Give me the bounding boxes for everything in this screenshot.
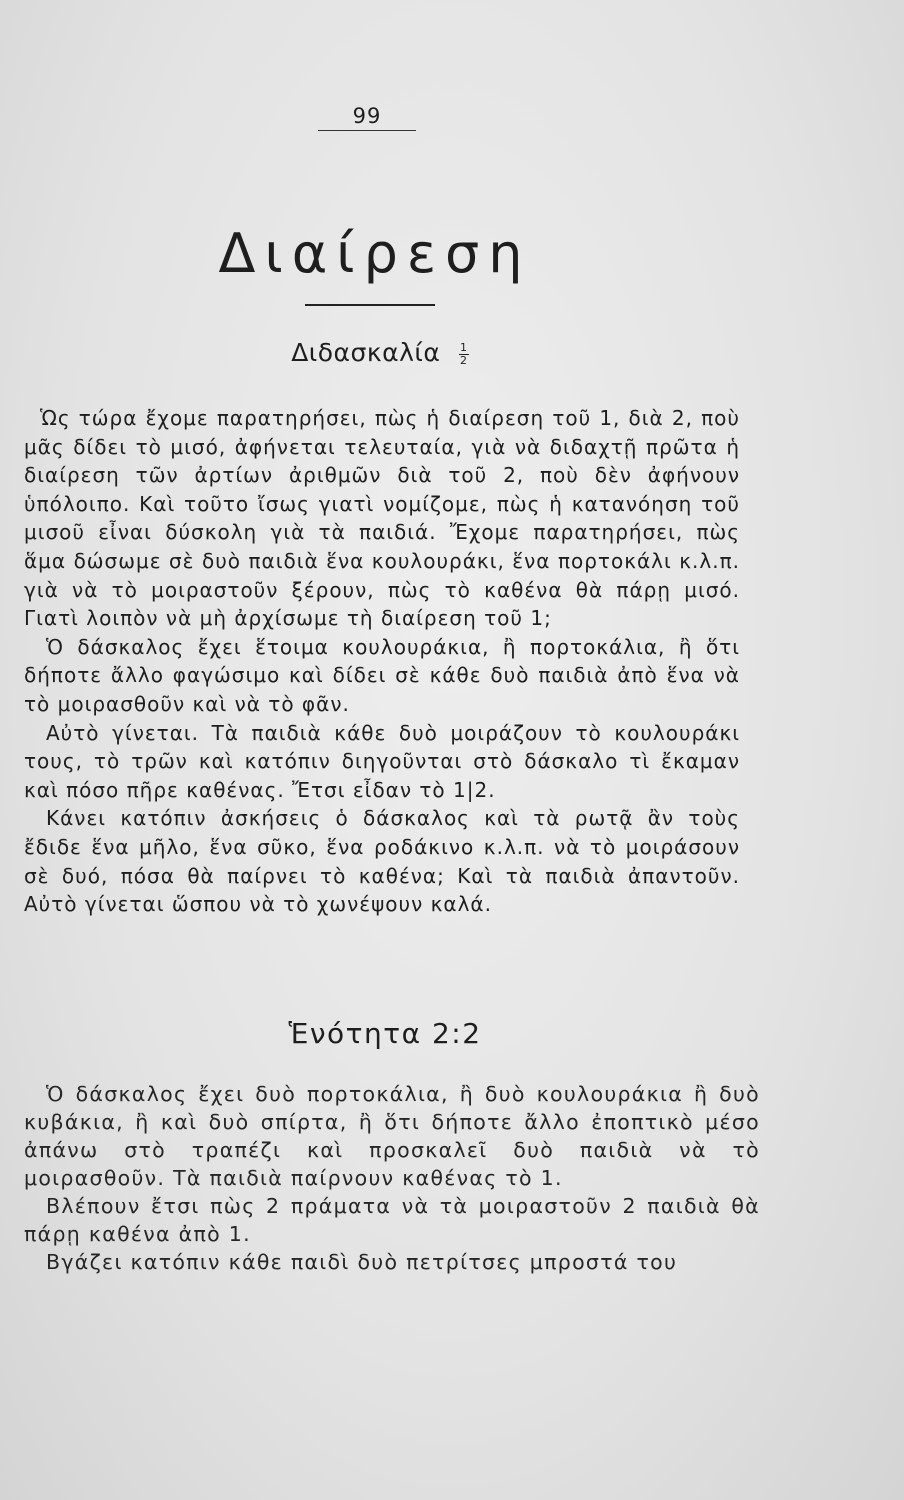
lesson-fraction (459, 342, 469, 367)
title-divider (305, 304, 435, 306)
chapter-title: Διαίρεση (218, 222, 532, 285)
lesson-label: Διδασκαλία (291, 338, 441, 367)
lesson-body (24, 404, 740, 919)
fraction-numerator: 1 (460, 340, 468, 354)
paragraph: Ὁ δάσκαλος ἔχει ἕτοιμα κουλουράκια, ἢ πορτοκάλια, ἢ ὅτι δήποτε ἄλλο φαγώσιμο καὶ δίδει σὲ κάθε δυὸ παιδιὰ ἀπὸ ἕνα νὰ τὸ μοιρασθοῦν καὶ νὰ τὸ φᾶν. (24, 634, 740, 716)
paragraph: Αὐτὸ γίνεται. Τὰ παιδιὰ κάθε δυὸ μοιράζουν τὸ κουλουράκι τους, τὸ τρῶν καὶ κατόπιν διηγοῦνται στὸ δάσκαλο τὶ ἔκαμαν καὶ πόσο πῆρε καθένας. Ἔτσι εἶδαν τὸ 1|2. (24, 720, 740, 802)
paragraph: Βλέπουν ἔτσι πὼς 2 πράματα νὰ τὰ μοιραστοῦν 2 παιδιὰ θὰ πάρῃ καθένα ἀπὸ 1. (24, 1194, 760, 1246)
paragraph: Κάνει κατόπιν ἀσκήσεις ὁ δάσκαλος καὶ τὰ ρωτᾷ ἂν τοὺς ἔδιδε ἕνα μῆλο, ἕνα σῦκο, ἕνα ροδάκινο κ.λ.π. νὰ τὸ μοιράσουν σὲ δυό, πόσα θὰ παίρνει τὸ καθένα; Καὶ τὰ παιδιὰ ἀπαντοῦν. Αὐτὸ γίνεται ὥσπου νὰ τὸ χωνέψουν καλά. (24, 806, 740, 917)
paragraph: Βγάζει κατόπιν κάθε παιδὶ δυὸ πετρίτσες μπροστά του (46, 1250, 678, 1274)
section-body (24, 1080, 760, 1276)
paragraph: Ὡς τώρα ἔχομε παρατηρήσει, πὼς ἡ διαίρεση τοῦ 1, διὰ 2, ποὺ μᾶς δίδει τὸ μισό, ἀφήνεται τελευταία, γιὰ νὰ διδαχτῇ πρῶτα ἡ διαίρεση τῶν ἀρτίων ἀριθμῶν διὰ τοῦ 2, ποὺ δὲν ἀφήνουν ὑπόλοιπο. Καὶ τοῦτο ἴσως γιατὶ νομίζομε, πὼς ἡ κατανόηση τοῦ μισοῦ εἶναι δύσκολη γιὰ τὰ παιδιά. Ἔχομε παρατηρήσει, πὼς ἅμα δώσωμε σὲ δυὸ παιδιὰ ἕνα κουλουράκι, ἕνα πορτοκάλι κ.λ.π. γιὰ νὰ τὸ μοιραστοῦν ξέρουν, πὼς τὸ καθένα θὰ πάρῃ μισό. Γιατὶ λοιπὸν νὰ μὴ ἀρχίσωμε τὴ διαίρεση τοῦ 1; (24, 406, 740, 631)
section-title: Ἑνότητα 2:2 (288, 1017, 482, 1050)
lesson-heading (220, 338, 540, 367)
page-number: 99 (318, 104, 416, 131)
fraction-denominator: 2 (460, 353, 468, 367)
paragraph: Ὁ δάσκαλος ἔχει δυὸ πορτοκάλια, ἢ δυὸ κουλουράκια ἢ δυὸ κυβάκια, ἢ καὶ δυὸ σπίρτα, ἢ ὅτι δήποτε ἄλλο ἐποπτικὸ μέσο ἀπάνω στὸ τραπέζι καὶ προσκαλεῖ δυὸ παιδιὰ νὰ τὸ μοιρασθοῦν. Τὰ παιδιὰ παίρνουν καθένας τὸ 1. (24, 1082, 760, 1190)
